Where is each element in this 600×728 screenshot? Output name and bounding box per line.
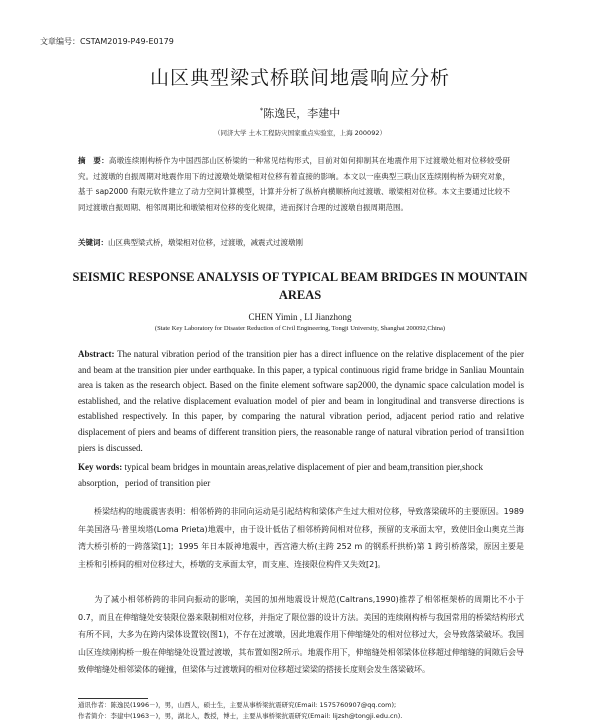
chinese-author-names: 陈逸民，李建中 — [263, 107, 341, 120]
chinese-keywords — [78, 237, 510, 248]
document-number: 文章编号：CSTAM2019-P49-E0179 — [40, 37, 174, 46]
chinese-abstract — [78, 153, 510, 215]
footnote-author-bio: 作者简介：李建中(1963－)，男，湖北人，教授，博士，主要从事桥梁抗震研究(Email: lijzsh@tongji.edu.cn). — [78, 712, 403, 720]
body-paragraph-2 — [78, 591, 524, 679]
english-keywords-label: Key words: — [78, 462, 123, 472]
body-paragraph-1 — [78, 503, 524, 573]
author-mark: * — [259, 106, 264, 115]
english-authors: CHEN Yimin , LI Jianzhong — [248, 312, 352, 322]
english-affiliation: (State Key Laboratory for Disaster Reduction of Civil Engineering, Tongji University, Shanghai 200092,China) — [154, 325, 446, 332]
chinese-affiliation: （同济大学 土木工程防灾国家重点实验室，上海 200092） — [214, 129, 386, 137]
chinese-abstract-label: 摘 要： — [78, 156, 109, 165]
english-abstract — [78, 347, 524, 456]
footnote-corresponding-author: 通讯作者：陈逸民(1996－)，男，山西人，硕士生，主要从事桥梁抗震研究(Email: 1575760907@qq.com); — [78, 701, 397, 709]
english-title: SEISMIC RESPONSE ANALYSIS OF TYPICAL BEAM BRIDGES IN MOUNTAIN AREAS — [72, 270, 528, 302]
chinese-keywords-label: 关键词： — [78, 238, 108, 247]
chinese-authors — [0, 105, 600, 121]
chinese-abstract-text: 高墩连续刚构桥作为中国西部山区桥梁的一种常见结构形式，目前对如何抑制其在地震作用下过渡墩处相对位移较受研究。过渡墩的自振周期对地震作用下的过渡墩处墩梁相对位移有着直接的影响。本文以一座典型三联山区连续刚构桥为研究对象，基于 sap2000 有限元软件建立了动力空间计算模型，计算并分析了纵桥向横顺桥向过渡墩、墩梁相对位移。本文主要通过比较不同过渡墩自振周期、相邻周期比和墩梁相对位移的变化规律，进而探讨合理的过渡墩自振周期范围。 — [78, 156, 510, 212]
chinese-keywords-text: 山区典型梁式桥，墩梁相对位移，过渡墩，减震式过渡墩刚 — [108, 238, 303, 247]
chinese-title: 山区典型梁式桥联间地震响应分析 — [149, 67, 450, 89]
english-abstract-text: The natural vibration period of the transition pier has a direct influence on the relative displacement of the pier and beam at the transition pier under earthquake. In this paper, a typical continuous rigid frame bridge in Sanliau Mountain area is taken as the research object. Based on the finite element software sap2000, the dynamic space calculation model is established, and the relative displacement evaluation model of pier and beam in longitudinal and transverse directions is established respectively. In this paper, by comparing the natural vibration period, adjacent period ratio and relative displacement of piers and beams of different transition piers, the reasonable range of natural vibration period of transi1tion piers is discussed. — [78, 349, 524, 453]
english-keywords-text: typical beam bridges in mountain areas,relative displacement of pier and beam,transition pier,shock absorption，period of transition pier — [78, 462, 484, 488]
english-abstract-label: Abstract: — [78, 349, 115, 359]
english-keywords — [78, 460, 524, 491]
body-paragraph-1-text: 桥梁结构的地震震害表明：相邻桥跨的非同向运动是引起结构和梁体产生过大相对位移，导致落梁破坏的主要原因。1989 年美国洛马·普里埃塔(Loma Prieta)地震中，由于设计低估了相邻桥跨间相对位移，预留的支承面太窄，致使旧金山奥克兰海湾大桥引桥的一跨落梁[1]；1995 年日本阪神地震中，西宫港大桥(主跨 252 m 的钢系杆拱桥)第 1 跨引桥落梁，原因主要是主桥和引桥间的相对位移过大，桥墩的支承面太窄，而支座、连接限位构件又失效[2]。 — [78, 507, 524, 569]
body-paragraph-2-text: 为了减小相邻桥跨的非同向振动的影响，美国的加州地震设计规范(Caltrans,1990)推荐了相邻框架桥的周期比不小于 0.7，而且在伸缩缝处安装限位器来限制相对位移，并指定了限位器的设计方法。美国的连续刚构桥与我国常用的桥梁结构形式有所不同，大多为在跨内梁体设置铰(图1)，不存在过渡墩，因此地震作用下伸缩缝处的相对位移过大，会导致落梁破坏。我国山区连续刚构桥一般在伸缩缝处设置过渡墩，其布置如图2所示。地震作用下，伸缩缝处相邻梁体位移超过伸缩缝的间隙后会导致伸缩缝处相邻梁体的碰撞，但梁体与过渡墩间的相对位移超过梁梁的搭接长度则会发生落梁破坏。 — [78, 595, 524, 674]
footnotes — [78, 700, 524, 722]
footnote-divider — [78, 698, 148, 699]
